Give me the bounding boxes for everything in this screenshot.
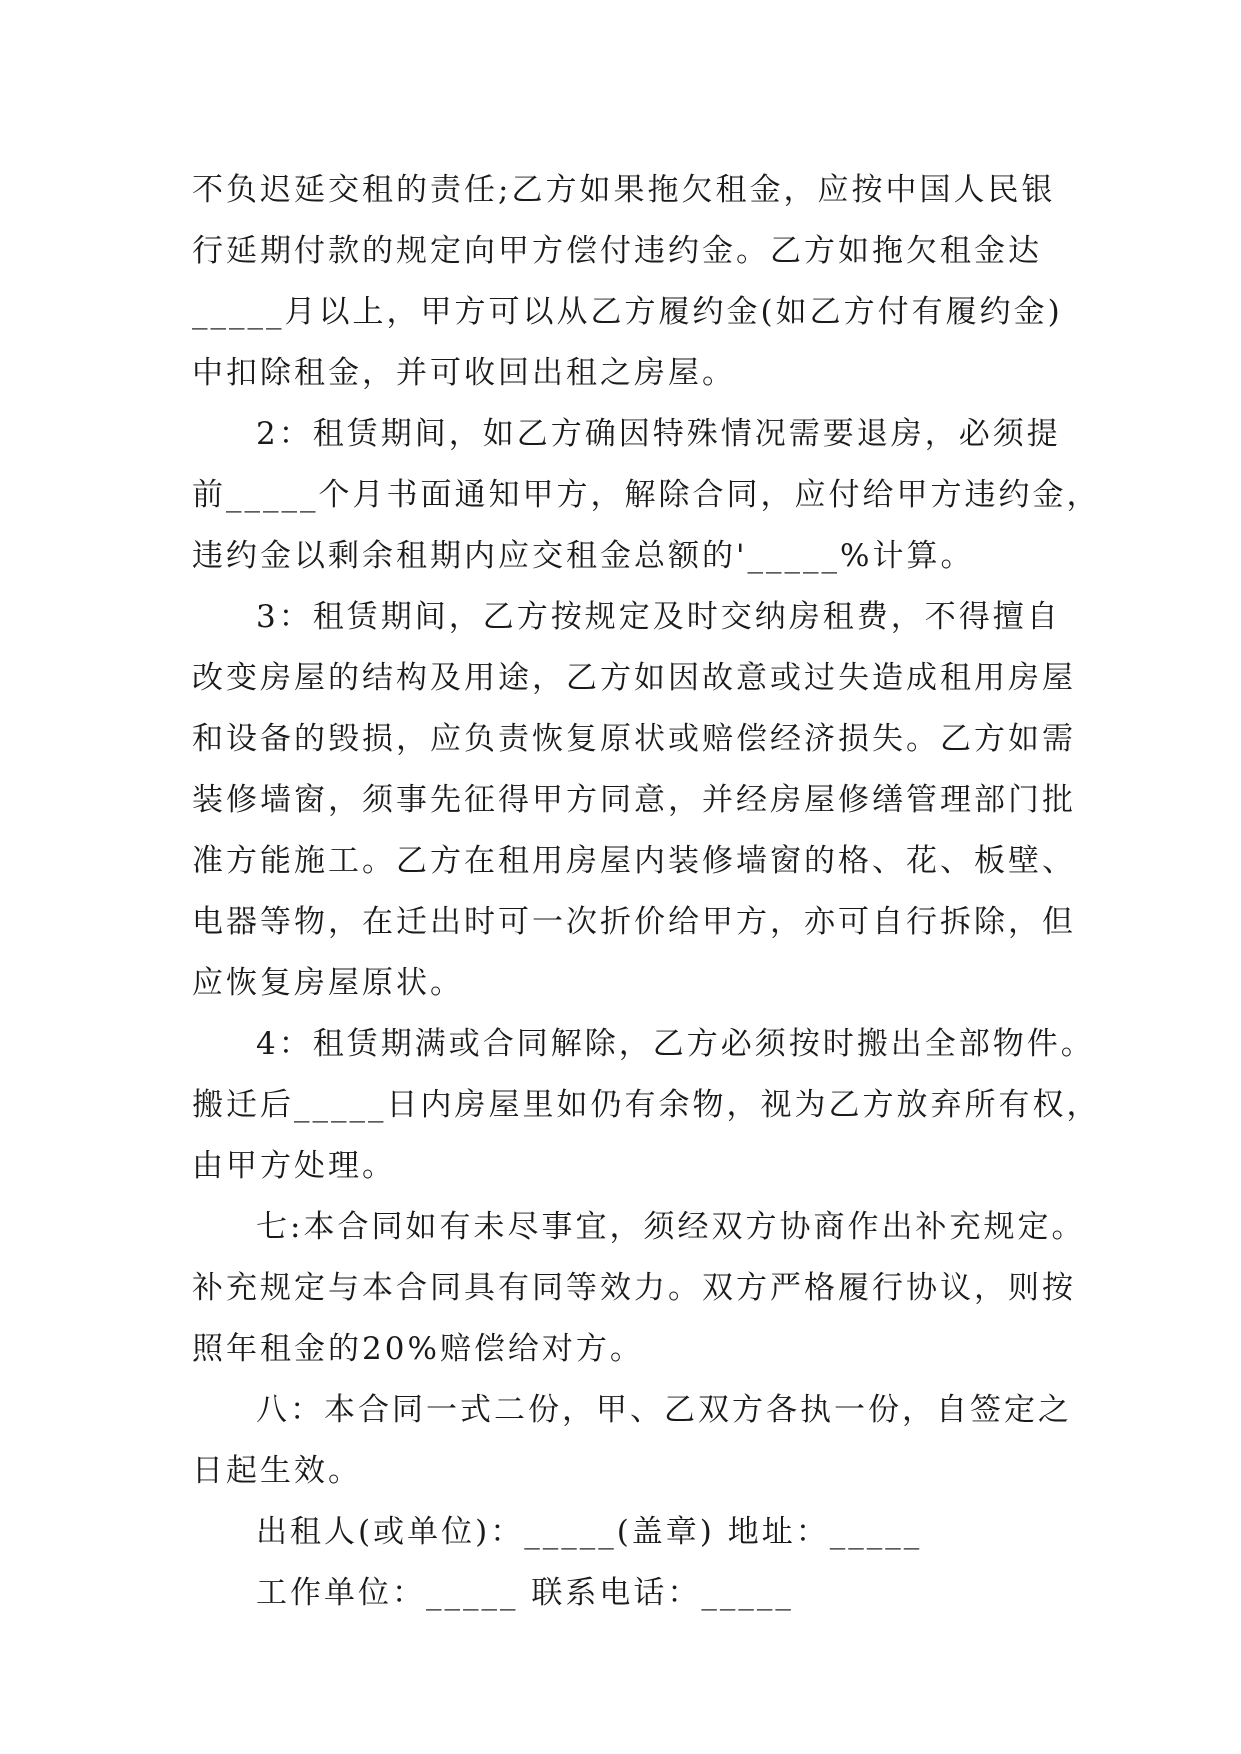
text-line: 中扣除租金，并可收回出租之房屋。 bbox=[192, 355, 736, 391]
text-line: 装修墙窗，须事先征得甲方同意，并经房屋修缮管理部门批 bbox=[192, 782, 1076, 818]
text-line: 应恢复房屋原状。 bbox=[192, 965, 464, 1001]
document-body bbox=[192, 160, 1101, 1624]
text-line: 和设备的毁损，应负责恢复原状或赔偿经济损失。乙方如需 bbox=[192, 721, 1076, 757]
text-line: 改变房屋的结构及用途，乙方如因故意或过失造成租用房屋 bbox=[192, 660, 1076, 696]
text-line: 不负迟延交租的责任;乙方如果拖欠租金，应按中国人民银 bbox=[192, 172, 1056, 208]
section-7-first-line: 七:本合同如有未尽事宜，须经双方协商作出补充规定。 bbox=[256, 1209, 1086, 1245]
text-line: 照年租金的20%赔偿给对方。 bbox=[192, 1331, 644, 1367]
clause-3-first-line: 3：租赁期间，乙方按规定及时交纳房租费，不得擅自 bbox=[256, 599, 1061, 635]
lessor-signature-line: 出租人(或单位)：_____(盖章) 地址：_____ bbox=[256, 1514, 923, 1550]
text-line: 日起生效。 bbox=[192, 1453, 362, 1489]
text-line: 前_____个月书面通知甲方，解除合同，应付给甲方违约金， bbox=[192, 477, 1101, 513]
clause-4-first-line: 4：租赁期满或合同解除，乙方必须按时搬出全部物件。 bbox=[256, 1026, 1095, 1062]
text-line: 由甲方处理。 bbox=[192, 1148, 396, 1184]
text-line: 补充规定与本合同具有同等效力。双方严格履行协议，则按 bbox=[192, 1270, 1076, 1306]
text-line: 违约金以剩余租期内应交租金总额的'_____%计算。 bbox=[192, 538, 975, 574]
text-line: _____月以上，甲方可以从乙方履约金(如乙方付有履约金) bbox=[192, 294, 1063, 330]
clause-2-first-line: 2：租赁期间，如乙方确因特殊情况需要退房，必须提 bbox=[256, 416, 1061, 452]
section-8-first-line: 八：本合同一式二份，甲、乙双方各执一份，自签定之 bbox=[256, 1392, 1072, 1428]
text-line: 搬迁后_____日内房屋里如仍有余物，视为乙方放弃所有权， bbox=[192, 1087, 1101, 1123]
work-unit-contact-line: 工作单位：_____ 联系电话：_____ bbox=[256, 1575, 794, 1611]
text-line: 电器等物，在迁出时可一次折价给甲方，亦可自行拆除，但 bbox=[192, 904, 1076, 940]
text-line: 行延期付款的规定向甲方偿付违约金。乙方如拖欠租金达 bbox=[192, 233, 1042, 269]
text-line: 准方能施工。乙方在租用房屋内装修墙窗的格、花、板壁、 bbox=[192, 843, 1076, 879]
